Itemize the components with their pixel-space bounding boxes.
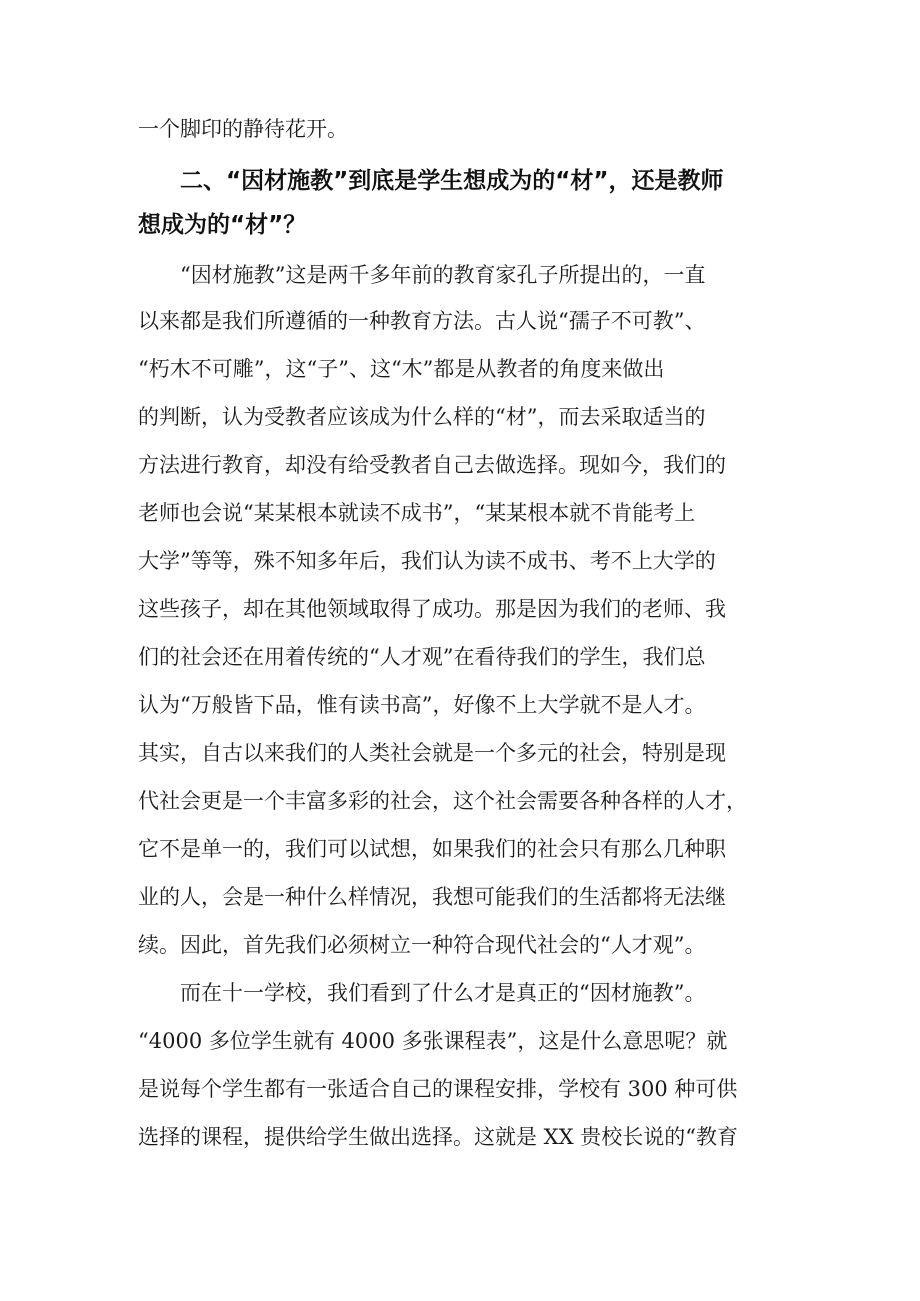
paragraph-line: 代社会更是一个丰富多彩的社会，这个社会需要各种各样的人才， (138, 789, 747, 813)
paragraph-line: 续。因此，首先我们必须树立一种符合现代社会的“人才观”。 (138, 933, 706, 957)
section-heading-line-1: 二、“因材施教”到底是学生想成为的“材”，还是教师 (180, 168, 724, 194)
paragraph-line: 业的人，会是一种什么样情况，我想可能我们的生活都将无法继 (138, 885, 726, 909)
paragraph-line: 老师也会说“某某根本就读不成书”，“某某根本就不肯能考上 (138, 501, 696, 525)
paragraph-line: 其实，自古以来我们的人类社会就是一个多元的社会，特别是现 (138, 741, 726, 765)
paragraph-line: 选择的课程，提供给学生做出选择。这就是 XX 贵校长说的“教育 (138, 1125, 738, 1149)
paragraph-line: 方法进行教育，却没有给受教者自己去做选择。现如今，我们的 (138, 453, 726, 477)
paragraph-line: 认为“万般皆下品，惟有读书高”，好像不上大学就不是人才。 (138, 693, 706, 717)
paragraph-line: “朽木不可雕”，这“子”、这“木”都是从教者的角度来做出 (138, 357, 665, 381)
paragraph-line: 这些孩子，却在其他领域取得了成功。那是因为我们的老师、我 (138, 597, 726, 621)
paragraph-line: “4000 多位学生就有 4000 多张课程表”，这是什么意思呢？就 (138, 1029, 728, 1053)
paragraph-line: 以来都是我们所遵循的一种教育方法。古人说“孺子不可教”、 (138, 309, 706, 333)
section-heading-line-2: 想成为的“材”？ (138, 212, 307, 238)
paragraph-line: 们的社会还在用着传统的“人才观”在看待我们的学生，我们总 (138, 645, 706, 669)
paragraph-line: 是说每个学生都有一张适合自己的课程安排，学校有 300 种可供 (138, 1077, 738, 1101)
paragraph-line: 大学”等等，殊不知多年后，我们认为读不成书、考不上大学的 (138, 549, 716, 573)
paragraph-line: 它不是单一的，我们可以试想，如果我们的社会只有那么几种职 (138, 837, 726, 861)
paragraph-line: “因材施教”这是两千多年前的教育家孔子所提出的，一直 (180, 263, 706, 287)
paragraph-line: 一个脚印的静待花开。 (138, 117, 348, 141)
paragraph-line: 的判断，认为受教者应该成为什么样的“材”，而去采取适当的 (138, 405, 706, 429)
paragraph-line: 而在十一学校，我们看到了什么才是真正的“因材施教”。 (180, 981, 706, 1005)
